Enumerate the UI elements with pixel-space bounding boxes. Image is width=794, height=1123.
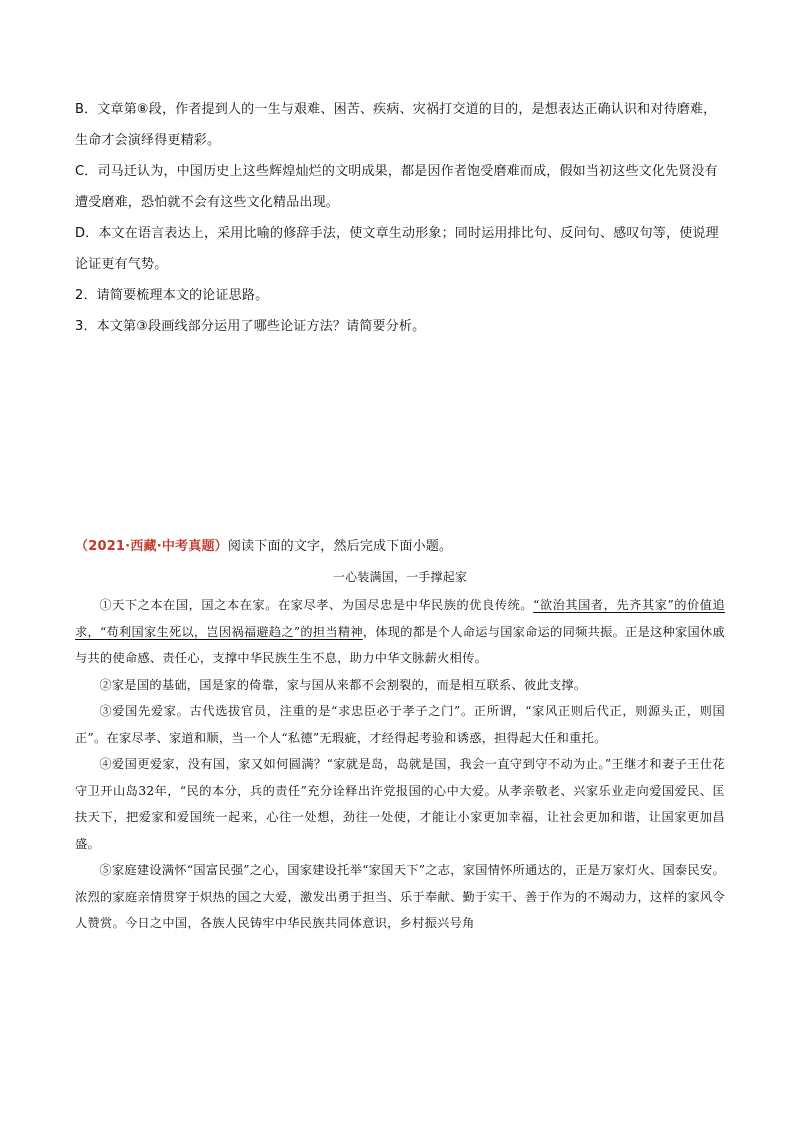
paragraph-4: ④爱国更爱家，没有国，家又如何圆满？“家就是岛，岛就是国，我会一直守到守不动为止。”王继才和妻子王仕花守卫开山岛32年，“民的本分，兵的责任”充分诠释出许党报国的心中大爱。从孝亲敬老、兴家乐业走向爱国爱民、匡扶天下，把爱家和爱国统一起来，心往一处想，劲往一处使，才能让小家更加幸福，让社会更加和谐，让国家更加昌盛。 (75, 757, 725, 851)
paragraph-2: ②家是国的基础，国是家的倚靠，家与国从来都不会割裂的，而是相互联系、彼此支撑。 (99, 677, 587, 692)
option-c: C．司马迁认为，中国历史上这些辉煌灿烂的文明成果，都是因作者饱受磨难而成，假如当初这些文化先贤没有遭受磨难，恐怕就不会有这些文化精品出现。 (75, 164, 718, 210)
paragraph-1 (75, 592, 725, 672)
paragraph-3: ③爱国先爱家。古代选拔官员，注重的是“求忠臣必于孝子之门”。正所谓，“家风正则后代正，则源头正，则国正”。在家尽孝、家道和顺，当一个人“私德”无瑕疵，才经得起考验和诱惑，担得起大任和重托。 (75, 704, 725, 745)
question-options-section (75, 94, 725, 342)
instruction: 阅读下面的文字，然后完成下面小题。 (227, 539, 453, 554)
option-b: B．文章第⑧段，作者提到人的一生与艰难、困苦、疾病、灾祸打交道的目的，是想表达正确认识和对待磨难，生命才会演绎得更精彩。 (75, 102, 717, 148)
paragraph-5: ⑤家庭建设满怀“国富民强”之心，国家建设托举“家国天下”之志，家国情怀所通达的，正是万家灯火、国泰民安。浓烈的家庭亲情贯穿于炽热的国之大爱，激发出勇于担当、乐于奉献、勤于实干、善于作为的不竭动力，这样的家风令人赞赏。今日之中国，各族人民铸牢中华民族共同体意识，乡村振兴号角 (75, 863, 725, 930)
source-tag: （2021·西藏·中考真题） (75, 539, 228, 554)
reading-header (75, 532, 725, 562)
option-d: D．本文在语言表达上，采用比喻的修辞手法，使文章生动形象；同时运用排比句、反问句、感叹句等，使说理论证更有气势。 (75, 226, 719, 272)
paragraph-1-start: ①天下之本在国，国之本在家。在家尽孝、为国尽忠是中华民族的优良传统。 (99, 598, 534, 612)
question-2: 2．请简要梳理本文的论证思路。 (75, 288, 269, 303)
question-3: 3．本文第③段画线部分运用了哪些论证方法？请简要分析。 (75, 319, 426, 334)
reading-section (75, 532, 725, 937)
article-title: 一心装满国，一手撑起家 (332, 570, 468, 584)
paragraph-1-end: ，体现的都是个人命运与国家命运的同频共振。正是这种家国休戚与共的使命感、责任心，支撑中华民族生生不息，助力中华文脉薪火相传。 (75, 624, 725, 665)
underlined-text: “欲治其国者，先齐其家”的价值追求，“苟利国家生死以，岂因祸福避趋之”的担当精神 (75, 598, 726, 639)
